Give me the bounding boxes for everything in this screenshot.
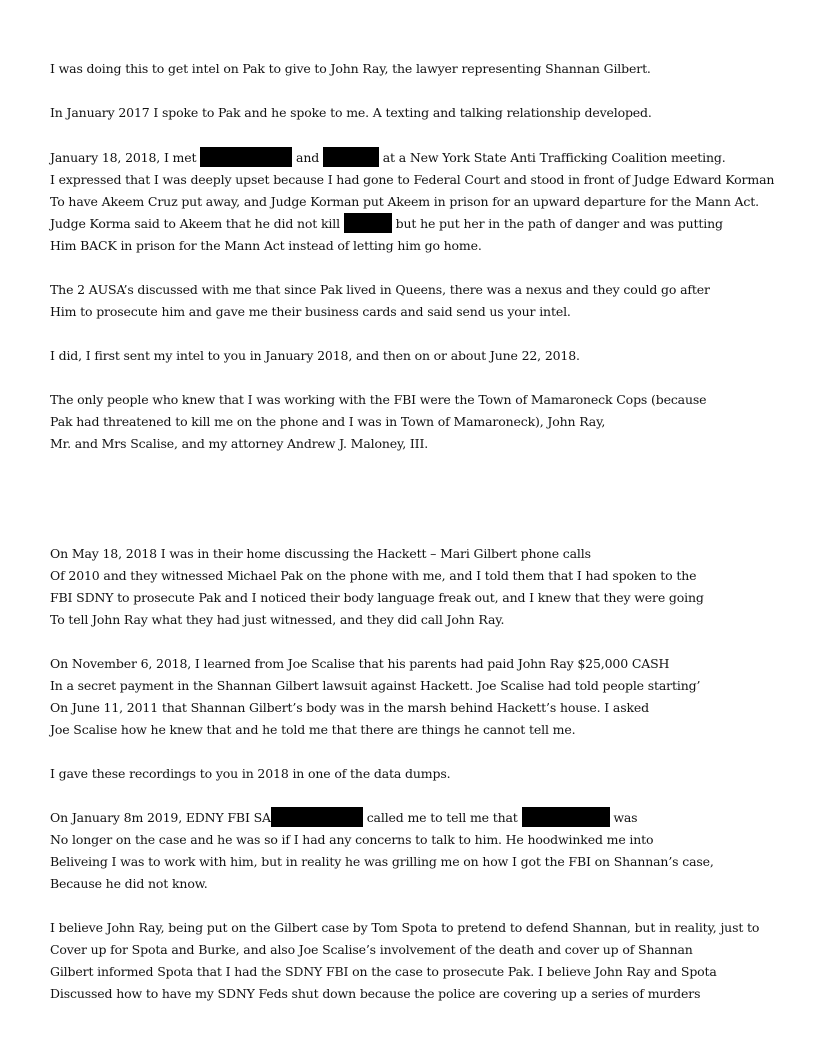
paragraph-ausa-discussion xyxy=(50,279,786,323)
text-segment: Judge Korma said to Akeem that he did not kill xyxy=(50,216,340,231)
redaction-box xyxy=(271,807,363,827)
text-line: Mr. and Mrs Scalise, and my attorney Andrew J. Maloney, III. xyxy=(50,436,429,451)
paragraph-intel-sent xyxy=(50,345,786,367)
text-line: Pak had threatened to kill me on the phone and I was in Town of Mamaroneck), John Ray, xyxy=(50,414,606,429)
text-line: FBI SDNY to prosecute Pak and I noticed their body language freak out, and I knew that they were going xyxy=(50,590,704,605)
text-line: Him to prosecute him and gave me their business cards and said send us your intel. xyxy=(50,304,571,319)
paragraph-may-2018 xyxy=(50,543,786,631)
text-line: I was doing this to get intel on Pak to give to John Ray, the lawyer representing Shannan Gilbert. xyxy=(50,61,651,76)
text-line: Discussed how to have my SDNY Feds shut down because the police are covering up a series of murders xyxy=(50,986,701,1001)
text-line: Cover up for Spota and Burke, and also Joe Scalise’s involvement of the death and cover up of Shannan xyxy=(50,942,693,957)
redaction-box xyxy=(522,807,610,827)
text-line: I gave these recordings to you in 2018 in one of the data dumps. xyxy=(50,766,451,781)
text-line: On November 6, 2018, I learned from Joe Scalise that his parents had paid John Ray $25,000 CASH xyxy=(50,656,670,671)
text-line: Gilbert informed Spota that I had the SDNY FBI on the case to prosecute Pak. I believe John Ray and Spota xyxy=(50,964,717,979)
text-segment: called me to tell me that xyxy=(366,810,518,825)
text-line: Him BACK in prison for the Mann Act instead of letting him go home. xyxy=(50,238,482,253)
text-line: I believe John Ray, being put on the Gilbert case by Tom Spota to pretend to defend Shannan, but in reality, just to xyxy=(50,920,760,935)
paragraph-january-2019 xyxy=(50,807,786,895)
text-segment: On January 8m 2019, EDNY FBI SA xyxy=(50,810,271,825)
text-line: Because he did not know. xyxy=(50,876,208,891)
text-line: To have Akeem Cruz put away, and Judge Korman put Akeem in prison for an upward departure for the Mann Act. xyxy=(50,194,759,209)
paragraph-john-ray-belief xyxy=(50,917,786,1005)
text-line: Joe Scalise how he knew that and he told me that there are things he cannot tell me. xyxy=(50,722,576,737)
text-line: I did, I first sent my intel to you in January 2018, and then on or about June 22, 2018. xyxy=(50,348,580,363)
text-line: I expressed that I was deeply upset because I had gone to Federal Court and stood in front of Judge Edward Korman xyxy=(50,172,775,187)
text-line: The only people who knew that I was working with the FBI were the Town of Mamaroneck Cops (because xyxy=(50,392,707,407)
text-line: Beliveing I was to work with him, but in reality he was grilling me on how I got the FBI on Shannan’s case, xyxy=(50,854,714,869)
text-line: The 2 AUSA’s discussed with me that since Pak lived in Queens, there was a nexus and they could go after xyxy=(50,282,710,297)
redaction-box xyxy=(200,147,292,167)
text-line: To tell John Ray what they had just witnessed, and they did call John Ray. xyxy=(50,612,505,627)
paragraph-january-2017 xyxy=(50,102,786,124)
text-segment: but he put her in the path of danger and was putting xyxy=(395,216,723,231)
text-segment: January 18, 2018, I met xyxy=(50,150,197,165)
text-segment: at a New York State Anti Trafficking Coalition meeting. xyxy=(382,150,726,165)
paragraph-intel-purpose xyxy=(50,58,786,80)
text-line: In January 2017 I spoke to Pak and he spoke to me. A texting and talking relationship developed. xyxy=(50,105,652,120)
paragraph-recordings xyxy=(50,763,786,785)
text-line: Of 2010 and they witnessed Michael Pak on the phone with me, and I told them that I had spoken to the xyxy=(50,568,697,583)
text-line xyxy=(50,213,786,235)
text-line: On May 18, 2018 I was in their home discussing the Hackett – Mari Gilbert phone calls xyxy=(50,546,591,561)
redaction-box xyxy=(344,213,392,233)
text-line: No longer on the case and he was so if I had any concerns to talk to him. He hoodwinked me into xyxy=(50,832,654,847)
text-line: On June 11, 2011 that Shannan Gilbert’s body was in the marsh behind Hackett’s house. I asked xyxy=(50,700,649,715)
text-line: In a secret payment in the Shannan Gilbert lawsuit against Hackett. Joe Scalise had told people starting’ xyxy=(50,678,701,693)
text-line xyxy=(50,807,786,829)
paragraph-who-knew xyxy=(50,389,786,455)
text-segment: was xyxy=(613,810,638,825)
redaction-box xyxy=(323,147,379,167)
text-line xyxy=(50,147,786,169)
paragraph-coalition-meeting xyxy=(50,147,786,257)
paragraph-november-2018 xyxy=(50,653,786,741)
text-segment: and xyxy=(296,150,320,165)
